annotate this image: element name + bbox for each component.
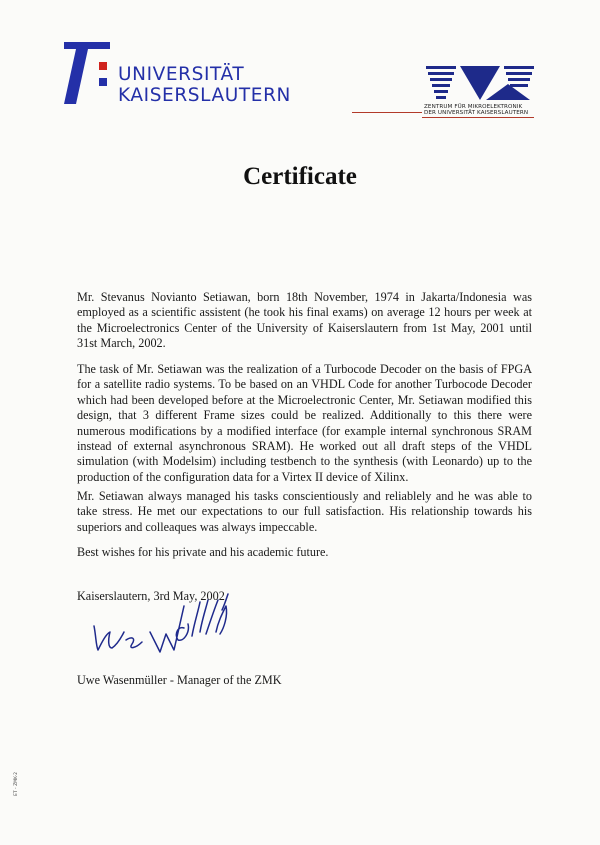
document-title: Certificate [243,163,357,190]
university-logo [62,42,312,108]
form-number: ET - ZMK-2 [14,771,19,796]
zmk-divider-right [422,117,534,118]
university-name-line2: KAISERSLAUTERN [118,85,291,106]
zmk-name-line2: DER UNIVERSITÄT KAISERSLAUTERN [424,110,529,117]
paragraph-evaluation: Mr. Setiawan always managed his tasks conscientiously and reliablely and he was able to take stress. He met our expectations to our full satisfaction. His relationship towards his superiors and colleaques was always impeccable. [77,489,532,534]
signer-name: Uwe Wasenmüller - Manager of the ZMK [77,673,282,687]
zmk-logo [352,66,548,122]
zmk-name-line1: ZENTRUM FÜR MIKROELEKTRONIK [424,104,523,110]
zmk-emblem-icon [426,66,534,106]
university-name-line1: UNIVERSITÄT [118,64,245,85]
university-emblem-icon [62,42,114,104]
paragraph-task: The task of Mr. Setiawan was the realization of a Turbocode Decoder on the basis of FPGA for a satellite radio systems. To be based on an VHDL Code for another Turbocode Decoder which had been developed before at the Microelectronic Center, Mr. Setiawan modified this design, that 3 different Frame sizes could be realized. Additionally to this there were numerous modifications by a modified interface (for example internal synchronous SRAM instead of external asynchronous SRAM). He worked out all draft steps of the VHDL simulation (with Modelsim) including testbench to the synthesis (with Leonardo) up to the production of the configuration data for a Virtex II device of Xilinx. [77,362,532,484]
zmk-name [424,104,528,116]
paragraph-employment: Mr. Stevanus Novianto Setiawan, born 18th November, 1974 in Jakarta/Indonesia was employed as a scientific assistent (he took his final exams) on average 12 hours per week at the Microelectronics Center of the University of Kaiserslautern from 1st May, 2001 until 31st March, 2002. [77,290,532,351]
place-date: Kaiserslautern, 3rd May, 2002 [77,589,225,603]
handwritten-signature [88,592,248,662]
zmk-divider-left [352,112,422,113]
paragraph-wishes: Best wishes for his private and his academic future. [77,545,329,559]
university-name [118,64,291,106]
